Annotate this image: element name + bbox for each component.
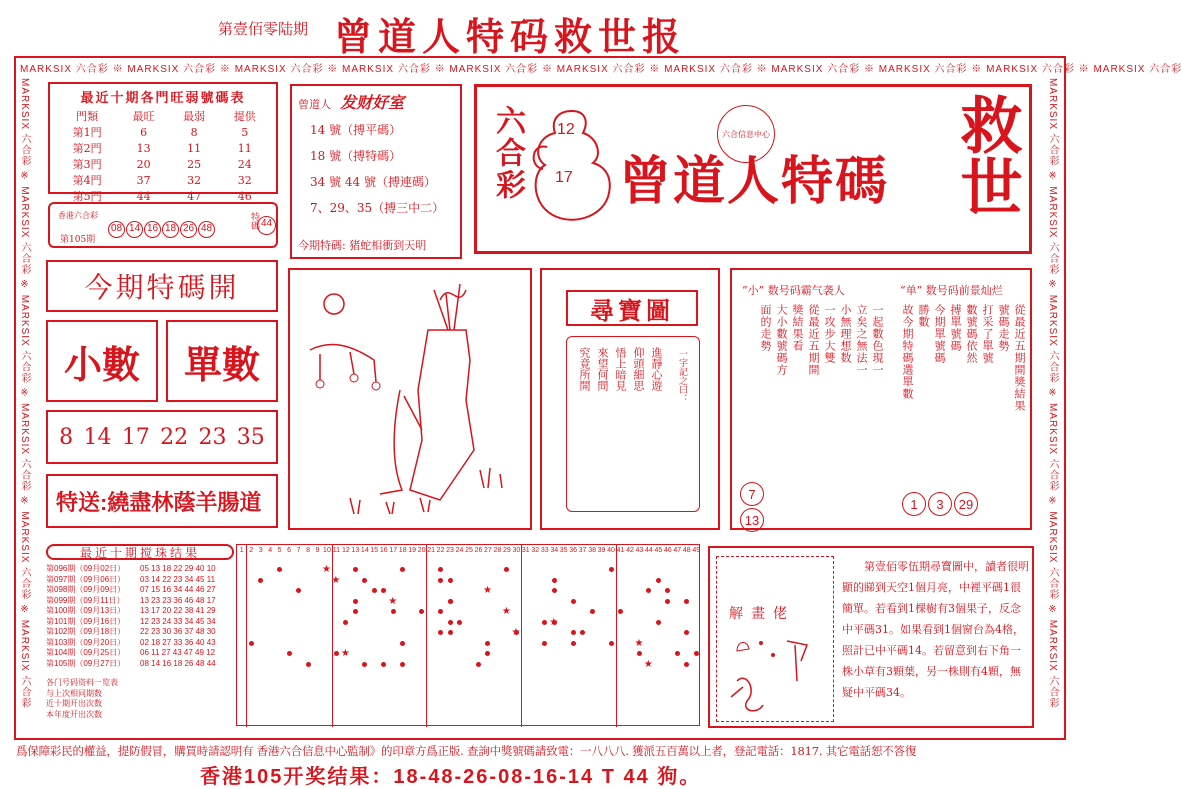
history-row-numbers: 13 23 23 36 46 48 17 (140, 595, 216, 605)
grid-mark (571, 630, 576, 635)
grid-mark (665, 599, 670, 604)
article-column: 打采了單號 (981, 304, 994, 364)
grid-mark (362, 662, 367, 667)
article-column: 搏單號碼 (949, 304, 962, 352)
grid-mark (353, 567, 358, 572)
article-column: 小無理想数 (839, 304, 852, 364)
stats-cell: 13 (136, 141, 151, 155)
masthead-title: 曾道人特码救世报 (334, 14, 687, 59)
grid-mark (637, 651, 642, 656)
stats-header: 門類 (76, 110, 99, 123)
grid-special-mark: ★ (321, 564, 331, 575)
special-number: 35 (236, 424, 265, 450)
grid-mark (391, 609, 396, 614)
grid-mark (684, 630, 689, 635)
article-right (894, 304, 1026, 480)
grid-header-number: 3 (258, 547, 263, 554)
special-number: 14 (83, 424, 112, 450)
history-row-numbers: 07 15 16 34 44 46 27 (140, 585, 216, 594)
treasure-box (540, 268, 720, 530)
special-left: 小數 (63, 341, 140, 387)
history-row-label: 第096期（09月02日） (46, 564, 126, 573)
draw-numbers (108, 216, 216, 238)
grid-header-number: 12 (341, 547, 350, 554)
stats-cell: 第3門 (72, 158, 102, 171)
article-column: 大小數號碼方 (775, 304, 788, 376)
grid-header-number: 24 (455, 547, 464, 554)
grid-mark (552, 588, 557, 593)
grid-header-number: 29 (502, 547, 511, 554)
puzzle-picture (716, 556, 834, 722)
stats-cell: 47 (187, 189, 202, 203)
grid-mark (372, 588, 377, 593)
special-title-box (46, 260, 278, 312)
draw-issue: 第105期 (60, 235, 96, 245)
stats-row (56, 140, 270, 156)
grid-mark (542, 620, 547, 625)
article-column: 故今期特碼選單數 (901, 304, 914, 400)
fortune-line: 7、29、35（搏三中二） (310, 201, 445, 215)
grid-mark (353, 599, 358, 604)
puzzle-text: 第壹佰零伍期尋寶圖中，讀者很明顯的睇到天空1個月亮，中裡平碼1很簡單。若看到1棵樹有3個果子，反念中平碼31。如果看到1個窗台為4格，照計已中平碼14。若留意到右下角一株小草有3顆葉，另一株則有4顆，無疑中平碼34。 (842, 560, 1029, 699)
grid-mark (684, 662, 689, 667)
grid-header-number: 7 (296, 547, 301, 554)
grid-mark (457, 620, 462, 625)
stats-header: 提供 (233, 110, 256, 123)
fortune-bottom (298, 237, 426, 253)
grid-header-number: 15 (370, 547, 379, 554)
history-row-label: 第098期（09月09日） (46, 585, 126, 594)
article-column: 從最近五期開 (807, 304, 820, 376)
grid-header-number: 47 (673, 547, 682, 554)
fortune-line: 18 號（搏特碼） (310, 149, 402, 163)
fortune-header-right: 发财好室 (340, 93, 405, 112)
history-row-label: 第101期（09月16日） (46, 616, 126, 626)
grid-mark (438, 630, 443, 635)
history-row-label: 第105期（09月27日） (46, 658, 126, 668)
puzzle-drawing (717, 621, 833, 721)
grid-header-number: 27 (484, 547, 492, 554)
grid-special-mark: ★ (643, 658, 653, 670)
notice-text: 爲保障彩民的權益，提防假冒，購買時請認明有 香港六合信息中心監制》的印章方爲正版. 查詢中獎號碼請致電：一八八八. 獲派五百萬以上者，登記電話：1817. 其它電話恕不答復 (16, 744, 917, 758)
grid-header-number: 42 (626, 547, 634, 554)
grid-special-mark: ★ (482, 585, 492, 596)
article-column: 一攻步大雙 (823, 304, 836, 364)
grid-mark (419, 609, 424, 614)
dedication-text: 繞盡林蔭羊腸道 (107, 489, 262, 516)
grid-special-mark: ★ (340, 648, 350, 659)
grid-divider (426, 545, 427, 727)
draw-ball: 16 (144, 221, 161, 238)
article-left-circles (740, 482, 764, 532)
grid-mark (381, 588, 386, 593)
grid-header-number: 6 (287, 547, 292, 554)
grid-mark (476, 662, 481, 667)
draw-label: 香港六合彩 (58, 211, 98, 220)
special-title: 今期特碼開 (84, 272, 240, 303)
article-right-circles (902, 492, 978, 516)
grid-special-mark: ★ (511, 627, 521, 638)
grid-header-number: 43 (635, 547, 644, 554)
history-labels (46, 564, 140, 669)
article-circle: 7 (740, 482, 764, 506)
stats-cell: 第5門 (72, 190, 102, 203)
banner-big: 救世 (950, 93, 1023, 217)
article-column: 數號碼依然 (965, 304, 978, 364)
banner-ball-1: 12 (557, 121, 575, 138)
grid-header-number: 40 (607, 547, 615, 554)
grid-header-number: 39 (597, 547, 606, 554)
border-strip-left: MARKSIX 六合彩 ※ MARKSIX 六合彩 ※ MARKSIX 六合彩 ※ MARKSIX 六合彩 ※ MARKSIX 六合彩 ※ MARKSIX 六合彩 (19, 78, 30, 709)
grid-mark (504, 567, 509, 572)
grid-special-mark: ★ (634, 637, 644, 649)
stats-cell: 11 (237, 141, 252, 155)
grid-divider (521, 545, 522, 727)
dedication-box (46, 474, 278, 528)
grid-header-number: 38 (588, 547, 596, 554)
history-title-box (46, 544, 234, 560)
stats-cell: 46 (237, 189, 252, 203)
stats-cell: 8 (190, 125, 198, 139)
stats-cell: 37 (136, 173, 151, 187)
puzzle-box (708, 546, 1034, 728)
grid-mark (400, 641, 405, 646)
dedication-label: 特送: (56, 489, 108, 515)
special-number: 17 (121, 424, 150, 450)
banner-seal: 六合信息中心 (717, 105, 775, 163)
grid-header-number: 34 (550, 547, 559, 554)
stats-header: 最弱 (183, 110, 206, 123)
history-row-label: 第100期（09月13日） (46, 606, 126, 615)
draw-panel (48, 202, 278, 248)
article-column: 勝數 (917, 304, 930, 328)
grid-header-number: 25 (465, 547, 473, 554)
grid-mark (675, 651, 680, 656)
stats-table-box (48, 82, 278, 203)
grid-header-number: 49 (692, 547, 701, 554)
grid-mark (552, 578, 557, 583)
stats-cell: 5 (241, 125, 249, 139)
grid-mark (334, 651, 339, 656)
stats-table (56, 108, 270, 204)
treasure-columns (577, 347, 663, 391)
stats-table-body (56, 124, 270, 204)
grid-header-number: 26 (474, 547, 483, 554)
article-column: 號碼走勢 (997, 304, 1010, 352)
grid-header-number: 30 (512, 547, 521, 554)
grid-header-number: 36 (569, 547, 578, 554)
draw-ball: 18 (162, 221, 179, 238)
grid-header-number: 35 (559, 547, 568, 554)
banner-side-text: 六合彩 (490, 105, 525, 201)
grid-header-number: 21 (427, 547, 435, 554)
grid-header-number: 10 (323, 547, 331, 554)
grid-header-number: 28 (493, 547, 502, 554)
fortune-box (290, 84, 462, 259)
article-column: 面的走勢 (759, 304, 772, 352)
history-row-numbers: 02 18 27 33 36 40 43 (140, 637, 216, 647)
article-column: 今期單號碼 (933, 304, 946, 364)
treasure-column: 悟上暗見 (614, 347, 627, 391)
number-grid (236, 544, 700, 726)
article-column: 立矣之無法一 (855, 304, 868, 376)
history-footer-labels (46, 678, 234, 720)
grid-mark (287, 651, 292, 656)
fortune-bottom-label: 今期特碼: (298, 239, 346, 252)
grid-special-mark: ★ (388, 595, 398, 607)
grid-mark (590, 609, 595, 614)
grid-mark (665, 588, 670, 593)
grid-mark (571, 641, 576, 646)
title-banner (474, 84, 1032, 254)
grid-header-number: 23 (446, 547, 454, 554)
grid-mark (306, 662, 311, 667)
stats-header-row (56, 108, 270, 124)
grid-mark (448, 578, 453, 583)
grid-mark (485, 641, 490, 646)
article-column: 從最近五期開獎結果 (1013, 304, 1026, 412)
grid-mark (353, 609, 358, 614)
article-heading-right: “单” 数号码前景灿烂 (900, 284, 1003, 297)
history-row-numbers: 03 14 22 23 34 45 11 (140, 574, 216, 584)
history-row-label: 第099期（09月11日） (46, 595, 125, 605)
grid-header-number: 20 (417, 547, 426, 554)
special-right-box (166, 320, 278, 402)
fortune-lines (298, 117, 454, 221)
article-circle: 1 (902, 492, 926, 516)
stats-cell: 24 (237, 157, 252, 171)
history-row-label: 第104期（09月25日） (46, 648, 126, 657)
grid-mark (542, 641, 547, 646)
grid-header-number: 9 (315, 547, 320, 554)
grid-divider (246, 545, 247, 727)
grid-header-number: 18 (398, 547, 407, 554)
grid-mark (343, 620, 348, 625)
special-number: 8 (59, 424, 74, 450)
history-row-label: 第103期（09月20日） (46, 637, 126, 647)
grid-mark (381, 662, 386, 667)
grid-mark (277, 567, 282, 572)
grid-special-mark: ★ (501, 606, 511, 617)
stats-cell: 第4門 (72, 174, 102, 187)
history-row-numbers: 12 23 24 33 34 45 34 (140, 616, 216, 626)
grid-header-number: 8 (306, 547, 310, 554)
treasure-clue-label: 一字記之曰： (677, 349, 687, 403)
grid-header-number: 48 (682, 547, 691, 554)
grid-divider (332, 545, 333, 727)
draw-ball: 26 (180, 221, 197, 238)
treasure-drawing (290, 270, 530, 528)
grid-header-number: 5 (277, 547, 282, 554)
draw-special-ball: 44 (257, 216, 276, 235)
grid-mark (694, 651, 699, 656)
article-column: 一起數色現一 (871, 304, 884, 376)
stats-row (56, 124, 270, 140)
border-strip-right: MARKSIX 六合彩 ※ MARKSIX 六合彩 ※ MARKSIX 六合彩 ※ MARKSIX 六合彩 ※ MARKSIX 六合彩 ※ MARKSIX 六合彩 (1047, 78, 1058, 709)
grid-header-number: 14 (360, 547, 369, 554)
treasure-title: 尋寶圖 (590, 295, 674, 325)
grid-special-mark: ★ (331, 574, 341, 586)
grid-mark (448, 599, 453, 604)
grid-header-number: 11 (332, 547, 341, 554)
grid-header-number: 44 (645, 547, 653, 554)
history-row-numbers: 05 13 18 22 29 40 10 (140, 564, 216, 573)
grid-mark (684, 599, 689, 604)
treasure-column: 仰頭細思 (632, 347, 645, 391)
special-numbers-box (46, 410, 278, 464)
history-footer-label: 本年度开出次数 (46, 709, 102, 719)
fortune-line: 34 號 44 號（搏連碼） (310, 175, 436, 189)
article-column: 獎結果看 (791, 304, 804, 352)
stats-cell: 20 (136, 157, 151, 171)
banner-name: 曾道人特碼 (619, 151, 890, 212)
history-row-label: 第102期（09月18日） (46, 627, 126, 636)
treasure-scroll (566, 336, 700, 512)
grid-mark (296, 588, 301, 593)
fortune-line: 14 號（搏平碼） (310, 123, 402, 137)
special-number: 23 (198, 424, 227, 450)
article-circle: 13 (740, 508, 764, 532)
grid-mark (438, 567, 443, 572)
grid-header-number: 17 (389, 547, 398, 554)
treasure-drawing-box (288, 268, 532, 530)
history-block (46, 544, 702, 728)
grid-mark (258, 578, 263, 583)
stats-cell: 25 (187, 157, 202, 171)
stats-row (56, 156, 270, 172)
history-footer-label: 与上次相同期数 (46, 688, 102, 698)
article-circle: 29 (954, 492, 978, 516)
grid-mark (646, 588, 651, 593)
special-left-box (46, 320, 158, 402)
fortune-header (298, 90, 454, 113)
banner-ball-2: 17 (555, 169, 573, 186)
grid-mark (249, 641, 254, 646)
grid-header-number: 22 (436, 547, 445, 554)
treasure-column: 來望何問 (596, 347, 609, 391)
grid-mark (656, 620, 661, 625)
history-footer-label: 近十期开出次数 (46, 699, 102, 708)
grid-header-number: 33 (540, 547, 549, 554)
treasure-column: 進靜心遊 (650, 347, 663, 391)
history-footer-label: 各门号码资料一览表 (46, 678, 118, 687)
history-numbers (140, 564, 232, 669)
grid-mark (448, 620, 453, 625)
history-row-numbers: 22 23 30 36 37 48 30 (140, 627, 216, 636)
grid-mark (400, 662, 405, 667)
grid-mark (400, 567, 405, 572)
grid-mark (448, 630, 453, 635)
puzzle-title: 解畫佬 (729, 606, 795, 622)
special-number: 22 (160, 424, 189, 450)
stats-cell: 32 (187, 173, 202, 187)
stats-cell: 32 (237, 173, 252, 187)
grid-header-number: 31 (521, 547, 530, 554)
grid-header-number: 13 (351, 547, 360, 554)
articles-box (730, 268, 1032, 530)
stats-cell: 第1門 (72, 126, 102, 139)
grid-header-number: 4 (268, 547, 273, 554)
grid-mark (656, 578, 661, 583)
treasure-title-box (566, 290, 698, 326)
grid-header-number: 46 (663, 547, 672, 554)
grid-mark (485, 651, 490, 656)
grid-mark (438, 578, 443, 583)
border-strip-top: MARKSIX 六合彩 ※ MARKSIX 六合彩 ※ MARKSIX 六合彩 ※ MARKSIX 六合彩 ※ MARKSIX 六合彩 ※ MARKSIX 六合彩 ※ MARKSIX 六合彩 ※ MARKSIX 六合彩 ※ MARKSIX 六合彩 ※ MARKSIX 六合彩 ※ MARKSIX 六合彩 (20, 64, 1182, 75)
draw-ball: 14 (126, 221, 143, 238)
grid-header-number: 37 (578, 547, 587, 554)
grid-header-number: 45 (654, 547, 663, 554)
grid-mark (618, 609, 623, 614)
grid-divider (616, 545, 617, 727)
treasure-column: 究竟所開 (578, 347, 591, 391)
special-box (46, 260, 278, 530)
grid-header-number: 1 (239, 547, 244, 554)
grid-mark (571, 599, 576, 604)
grid-mark (609, 641, 614, 646)
history-row-numbers: 06 11 27 43 47 49 12 (140, 648, 216, 657)
stats-cell: 44 (136, 189, 151, 203)
grid-header-number: 19 (408, 547, 417, 554)
grid-mark (609, 567, 614, 572)
article-circle: 3 (928, 492, 952, 516)
grid-header-number: 2 (249, 547, 254, 554)
grid-mark (580, 630, 585, 635)
fortune-bottom-text: 猪蛇相衝到天明 (349, 239, 427, 252)
article-left (742, 304, 884, 494)
special-right: 單數 (183, 341, 260, 387)
draw-ball: 08 (108, 221, 125, 238)
grid-header-number: 41 (616, 547, 625, 554)
stats-header: 最旺 (132, 110, 155, 123)
stats-cell: 第2門 (72, 142, 102, 155)
article-heading-left: “小” 数号码霸气袭人 (742, 284, 845, 297)
draw-ball: 48 (198, 221, 215, 238)
stats-cell: 11 (187, 141, 202, 155)
history-title: 最近十期搅珠结果 (79, 545, 200, 560)
grid-mark (438, 609, 443, 614)
grid-header-number: 16 (379, 547, 388, 554)
history-row-label: 第097期（09月06日） (46, 574, 126, 584)
grid-special-mark: ★ (549, 616, 559, 628)
history-row-numbers: 13 17 20 22 38 41 29 (140, 606, 216, 615)
history-row-numbers: 08 14 16 18 26 48 44 (140, 658, 216, 668)
stats-cell: 6 (140, 125, 148, 139)
issue-label: 第壹佰零陆期 (218, 20, 309, 38)
fortune-header-left: 曾道人 (298, 98, 331, 111)
stats-table-title: 最近十期各門旺弱號碼表 (80, 91, 246, 106)
result-bar: 香港105开奖结果：18-48-26-08-16-14 T 44 狗。 (200, 766, 702, 788)
grid-header-number: 32 (531, 547, 540, 554)
stats-row (56, 172, 270, 188)
grid-mark (362, 578, 367, 583)
draw-special-label: 特碼 (249, 212, 259, 230)
